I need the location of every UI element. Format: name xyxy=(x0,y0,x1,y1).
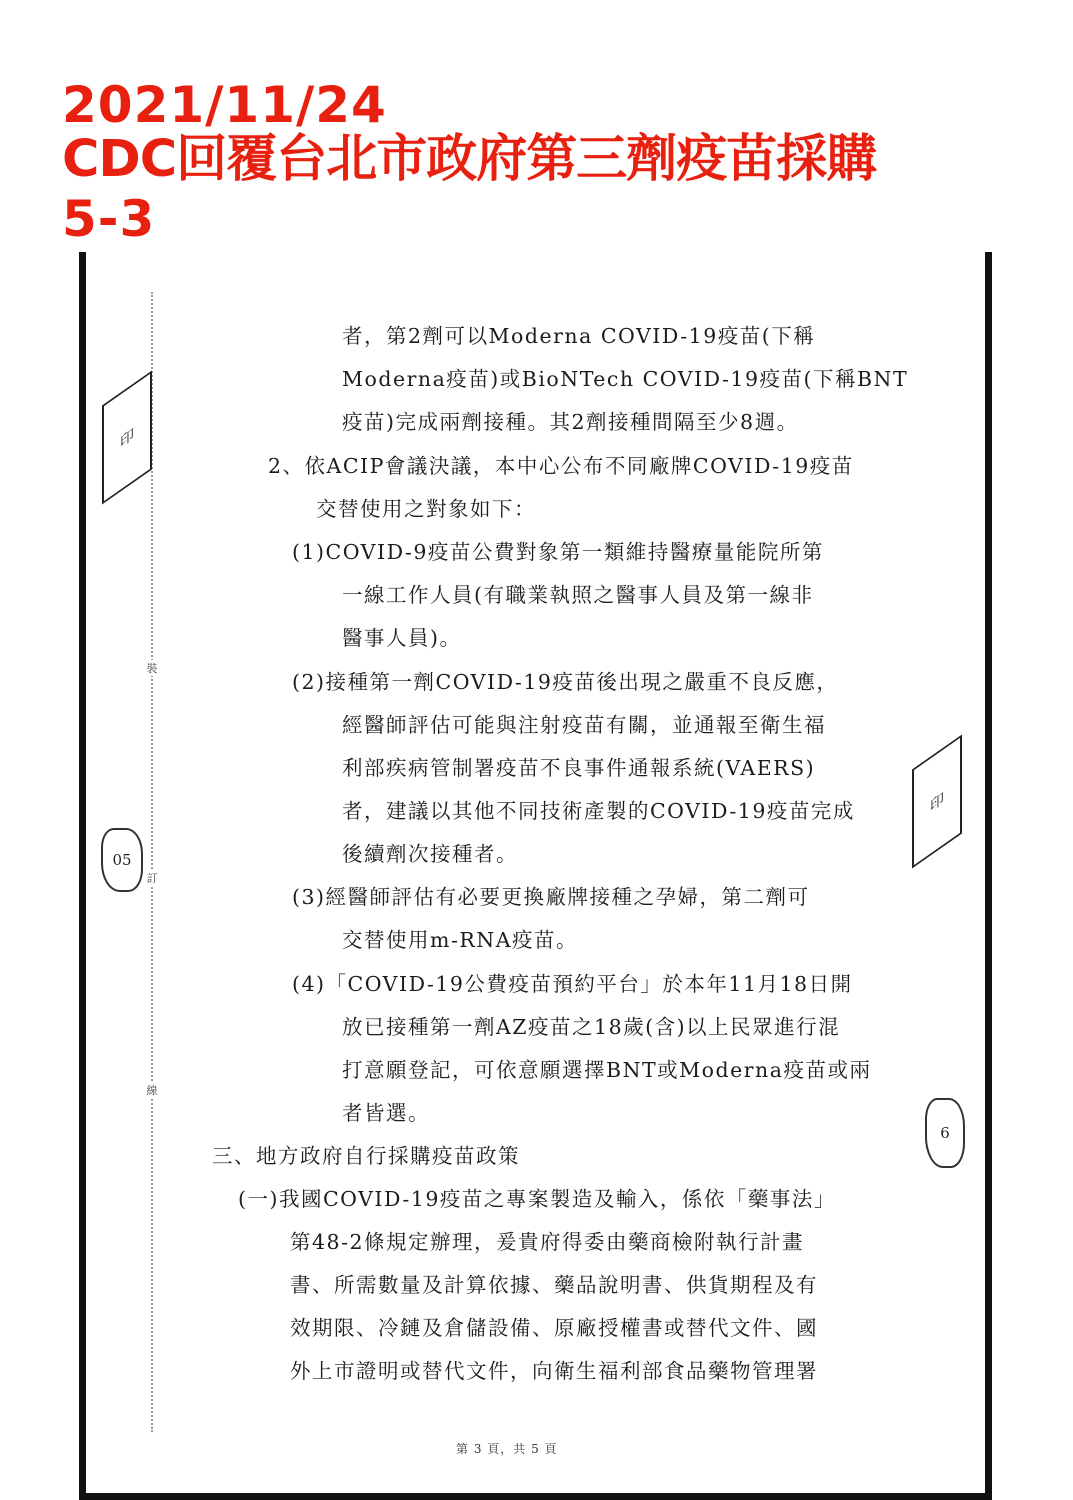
page-border-right xyxy=(985,252,992,1500)
body-line: Moderna疫苗)或BioNTech COVID-19疫苗(下稱BNT xyxy=(342,367,909,391)
body-line: 者，第2劑可以Moderna COVID-19疫苗(下稱 xyxy=(342,324,816,348)
page-border-left xyxy=(79,252,86,1500)
body-line: 2、依ACIP會議決議，本中心公布不同廠牌COVID-19疫苗 xyxy=(268,454,854,478)
body-line: (4)「COVID-19公費疫苗預約平台」於本年11月18日開 xyxy=(292,972,853,996)
body-line: (1)COVID-9疫苗公費對象第一類維持醫療量能院所第 xyxy=(292,540,824,564)
body-line: 交替使用之對象如下： xyxy=(316,497,536,521)
body-line: 效期限、冷鏈及倉儲設備、原廠授權書或替代文件、國 xyxy=(290,1316,818,1340)
official-stamp-right: 印 xyxy=(912,734,962,868)
binding-mark-zhuang: 裝 xyxy=(146,662,158,675)
body-line: 者，建議以其他不同技術產製的COVID-19疫苗完成 xyxy=(342,799,855,823)
body-line: 書、所需數量及計算依據、藥品說明書、供貨期程及有 xyxy=(290,1273,818,1297)
body-line: 放已接種第一劑AZ疫苗之18歲(含)以上民眾進行混 xyxy=(342,1015,841,1039)
body-line: 後續劑次接種者。 xyxy=(342,842,518,866)
binding-mark-xian: 線 xyxy=(146,1084,158,1097)
page-seal-left: 05 xyxy=(101,828,143,892)
caption-title: CDC回覆台北市政府第三劑疫苗採購 xyxy=(62,130,877,189)
body-line: (2)接種第一劑COVID-19疫苗後出現之嚴重不良反應， xyxy=(292,670,839,694)
page-number-footer: 第 3 頁，共 5 頁 xyxy=(456,1442,558,1456)
page-border-bottom xyxy=(79,1493,992,1500)
body-line: 疫苗)完成兩劑接種。其2劑接種間隔至少8週。 xyxy=(342,410,799,434)
binding-mark-ding: 訂 xyxy=(146,872,158,885)
body-line: 外上市證明或替代文件，向衛生福利部食品藥物管理署 xyxy=(290,1359,818,1383)
body-line: 醫事人員)。 xyxy=(342,626,462,650)
body-line: 經醫師評估可能與注射疫苗有關，並通報至衛生福 xyxy=(342,713,826,737)
caption-part: 5-3 xyxy=(62,190,156,248)
body-line: 利部疾病管制署疫苗不良事件通報系統(VAERS) xyxy=(342,756,816,780)
body-line: 交替使用m-RNA疫苗。 xyxy=(342,928,579,952)
body-line: 打意願登記，可依意願選擇BNT或Moderna疫苗或兩 xyxy=(342,1058,872,1082)
official-stamp-left: 印 xyxy=(102,370,152,504)
body-line: 第48-2條規定辦理，爰貴府得委由藥商檢附執行計畫 xyxy=(290,1230,805,1254)
body-line: 者皆選。 xyxy=(342,1101,430,1125)
body-line: (3)經醫師評估有必要更換廠牌接種之孕婦，第二劑可 xyxy=(292,885,810,909)
body-line: (一)我國COVID-19疫苗之專案製造及輸入，係依「藥事法」 xyxy=(238,1187,836,1211)
caption-date: 2021/11/24 xyxy=(62,76,387,134)
section-heading: 三、地方政府自行採購疫苗政策 xyxy=(212,1144,520,1168)
body-line: 一線工作人員(有職業執照之醫事人員及第一線非 xyxy=(342,583,814,607)
page-seal-right: 6 xyxy=(925,1098,965,1168)
